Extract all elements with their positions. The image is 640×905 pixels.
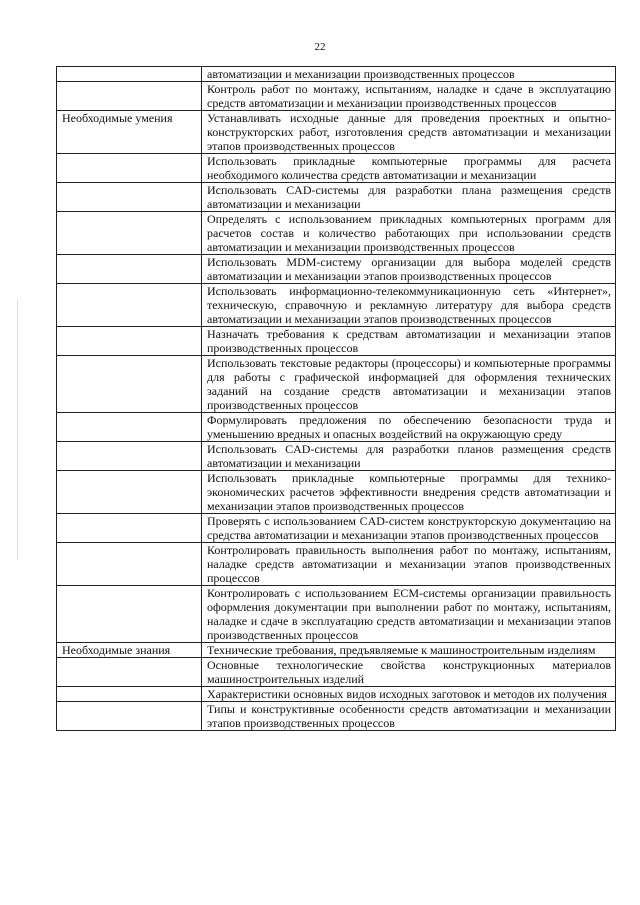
table-body	[57, 67, 616, 731]
requirement-text: Использовать прикладные компьютерные программы для расчета необходимого количества средств автоматизации и механизации	[202, 154, 616, 183]
page-number: 22	[314, 41, 326, 53]
table-row	[57, 413, 616, 442]
table-row	[57, 67, 616, 82]
section-label-continuation	[57, 154, 202, 183]
requirement-text: Использовать текстовые редакторы (процессоры) и компьютерные программы для работы с графической информацией для оформления технических заданий на создание средств автоматизации и механизации этапов производственных процессов	[202, 356, 616, 413]
table-row	[57, 356, 616, 413]
requirement-text: Использовать MDM-систему организации для выбора моделей средств автоматизации и механизации этапов производственных процессов	[202, 255, 616, 284]
section-label-continuation	[57, 658, 202, 687]
table-row	[57, 543, 616, 586]
requirement-text: Технические требования, предъявляемые к машиностроительным изделиям	[202, 643, 616, 658]
requirement-text: Формулировать предложения по обеспечению безопасности труда и уменьшению вредных и опасных воздействий на окружающую среду	[202, 413, 616, 442]
requirement-text: Использовать CAD-системы для разработки плана размещения средств автоматизации и механизации	[202, 183, 616, 212]
table-row	[57, 643, 616, 658]
table-row	[57, 471, 616, 514]
section-label-continuation	[57, 543, 202, 586]
requirement-text: Назначать требования к средствам автоматизации и механизации этапов производственных процессов	[202, 327, 616, 356]
table-row	[57, 586, 616, 643]
requirement-text: Основные технологические свойства конструкционных материалов машиностроительных изделий	[202, 658, 616, 687]
section-label-continuation	[57, 702, 202, 731]
requirement-text: Характеристики основных видов исходных заготовок и методов их получения	[202, 687, 616, 702]
section-label: Необходимые знания	[57, 643, 202, 658]
section-label: Необходимые умения	[57, 111, 202, 154]
table-row	[57, 255, 616, 284]
requirement-text: Проверять с использованием CAD-систем конструкторскую документацию на средства автоматизации и механизации этапов производственных процессов	[202, 514, 616, 543]
binding-mark	[17, 300, 18, 560]
requirement-text: Использовать информационно-телекоммуникационную сеть «Интернет», техническую, справочную и рекламную литературу для выбора средств автоматизации и механизации этапов производственных процессов	[202, 284, 616, 327]
section-label-continuation	[57, 687, 202, 702]
section-label-continuation	[57, 82, 202, 111]
competency-table	[56, 66, 616, 731]
requirement-text: Контролировать с использованием ECM-системы организации правильность оформления документации при выполнении работ по монтажу, испытаниям, наладке и сдаче в эксплуатацию средств автоматизации и механизации этапов производственных процессов	[202, 586, 616, 643]
section-label-continuation	[57, 471, 202, 514]
table-row	[57, 212, 616, 255]
table-row	[57, 82, 616, 111]
section-label-continuation	[57, 327, 202, 356]
table-row	[57, 702, 616, 731]
requirement-text: Использовать CAD-системы для разработки планов размещения средств автоматизации и механизации	[202, 442, 616, 471]
table-row	[57, 658, 616, 687]
table-row	[57, 183, 616, 212]
section-label-continuation	[57, 413, 202, 442]
section-label-continuation	[57, 356, 202, 413]
table-row	[57, 284, 616, 327]
table-row	[57, 154, 616, 183]
requirement-text: Использовать прикладные компьютерные программы для технико-экономических расчетов эффективности внедрения средств автоматизации и механизации этапов производственных процессов	[202, 471, 616, 514]
requirement-text: автоматизации и механизации производственных процессов	[202, 67, 616, 82]
requirement-text: Определять с использованием прикладных компьютерных программ для расчетов состав и количество работающих при использовании средств автоматизации и механизации производственных процессов	[202, 212, 616, 255]
section-label-continuation	[57, 442, 202, 471]
section-label-continuation	[57, 586, 202, 643]
table-row	[57, 327, 616, 356]
section-label-continuation	[57, 255, 202, 284]
section-label-continuation	[57, 183, 202, 212]
table-row	[57, 442, 616, 471]
section-label	[57, 67, 202, 82]
section-label-continuation	[57, 514, 202, 543]
table-row	[57, 111, 616, 154]
requirement-text: Устанавливать исходные данные для проведения проектных и опытно-конструкторских работ, изготовления средств автоматизации и механизации этапов производственных процессов	[202, 111, 616, 154]
requirement-text: Контролировать правильность выполнения работ по монтажу, испытаниям, наладке средств автоматизации и механизации этапов производственных процессов	[202, 543, 616, 586]
table-row	[57, 687, 616, 702]
requirement-text: Типы и конструктивные особенности средств автоматизации и механизации этапов производственных процессов	[202, 702, 616, 731]
section-label-continuation	[57, 212, 202, 255]
table-row	[57, 514, 616, 543]
requirement-text: Контроль работ по монтажу, испытаниям, наладке и сдаче в эксплуатацию средств автоматизации и механизации производственных процессов	[202, 82, 616, 111]
section-label-continuation	[57, 284, 202, 327]
